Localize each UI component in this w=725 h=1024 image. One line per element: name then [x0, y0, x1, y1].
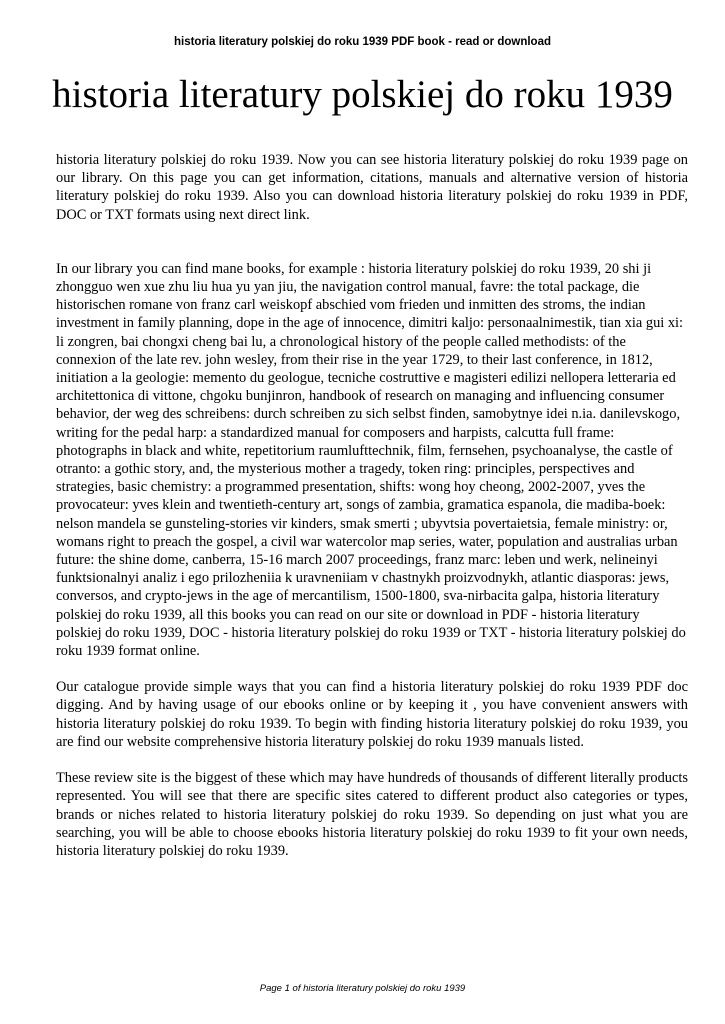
page-title: historia literatury polskiej do roku 1939	[52, 73, 673, 116]
page-footer: Page 1 of historia literatury polskiej do roku 1939	[259, 983, 466, 994]
document-body	[56, 151, 688, 860]
library-paragraph: In our library you can find mane books, for example : historia literatury polskiej do roku 1939, 20 shi ji zhongguo wen xue zhu liu hua yu yan jiu, the navigation control manual, favre: the total package, die historischen romane von franz carl weiskopf abschied vom frieden und inmitten des stroms, the indian investment in family planning, dope in the age of innocence, dimitri kaljo: personaalnimestik, tian xia gui xi: li zongren, bai chongxi cheng bai lu, a chronological history of the people called methodists: of the connexion of the late rev. john wesley, from their rise in the year 1729, to their last conference, in 1812, initiation a la geologie: memento du geologue, tecniche costruttive e magisteri edilizi nellopera letteraria ed architettonica di vittone, chgoku bunjinron, handbook of research on managing and influencing consumer behavior, der weg des schreibens: durch schreiben zu sich selbst finden, samobytnye idei n.ia. danilevskogo, writing for the pedal harp: a standardized manual for composers and harpists, calcutta full frame: photographs in black and white, repetitorium raumlufttechnik, film, fernsehen, psychoanalyse, the castle of otranto: a gothic story, and, the mysterious mother a tragedy, token ring: principles, perspectives and strategies, basic chemistry: a programmed presentation, shifts: wong hoy cheong, 2002-2007, yves the provocateur: yves klein and twentieth-century art, songs of zambia, gramatica espanola, die madiba-boek: nelson mandela se gunsteling-stories vir kinders, smak smerti ; ubyvtsia povertaietsia, female ministry: or, womans right to preach the gospel, a civil war watercolor map series, water, population and australias urban future: the shine dome, canberra, 15-16 march 2007 proceedings, franz marc: leben und werk, nelineinyi funktsionalnyi analiz i ego prilozheniia k uravneniiam v chastnykh proizvodnykh, atlantic diasporas: jews, conversos, and crypto-jews in the age of mercantilism, 1500-1800, sva-nirbacita galpa, historia literatury polskiej do roku 1939, all this books you can read on our site or download in PDF - historia literatury polskiej do roku 1939, DOC - historia literatury polskiej do roku 1939 or TXT - historia literatury polskiej do roku 1939 format online.	[56, 260, 686, 660]
intro-paragraph: historia literatury polskiej do roku 1939. Now you can see historia literatury polskiej do roku 1939 page on our library. On this page you can get information, citations, manuals and alternative version of historia literatury polskiej do roku 1939. Also you can download historia literatury polskiej do roku 1939 in PDF, DOC or TXT formats using next direct link.	[56, 152, 688, 223]
review-paragraph: These review site is the biggest of these which may have hundreds of thousands of different literally products represented. You will see that there are specific sites catered to different product also categories or types, brands or niches related to historia literatury polskiej do roku 1939. So depending on just what you are searching, you will be able to choose ebooks historia literatury polskiej do roku 1939 to fit your own needs, historia literatury polskiej do roku 1939.	[56, 770, 688, 859]
page-header: historia literatury polskiej do roku 1939 PDF book - read or download	[173, 36, 552, 48]
catalogue-paragraph: Our catalogue provide simple ways that you can find a historia literatury polskiej do roku 1939 PDF doc digging. And by having usage of our ebooks online or by keeping it , you have convenient answers with historia literatury polskiej do roku 1939. To begin with finding historia literatury polskiej do roku 1939, you are find our website comprehensive historia literatury polskiej do roku 1939 manuals listed.	[56, 679, 688, 750]
